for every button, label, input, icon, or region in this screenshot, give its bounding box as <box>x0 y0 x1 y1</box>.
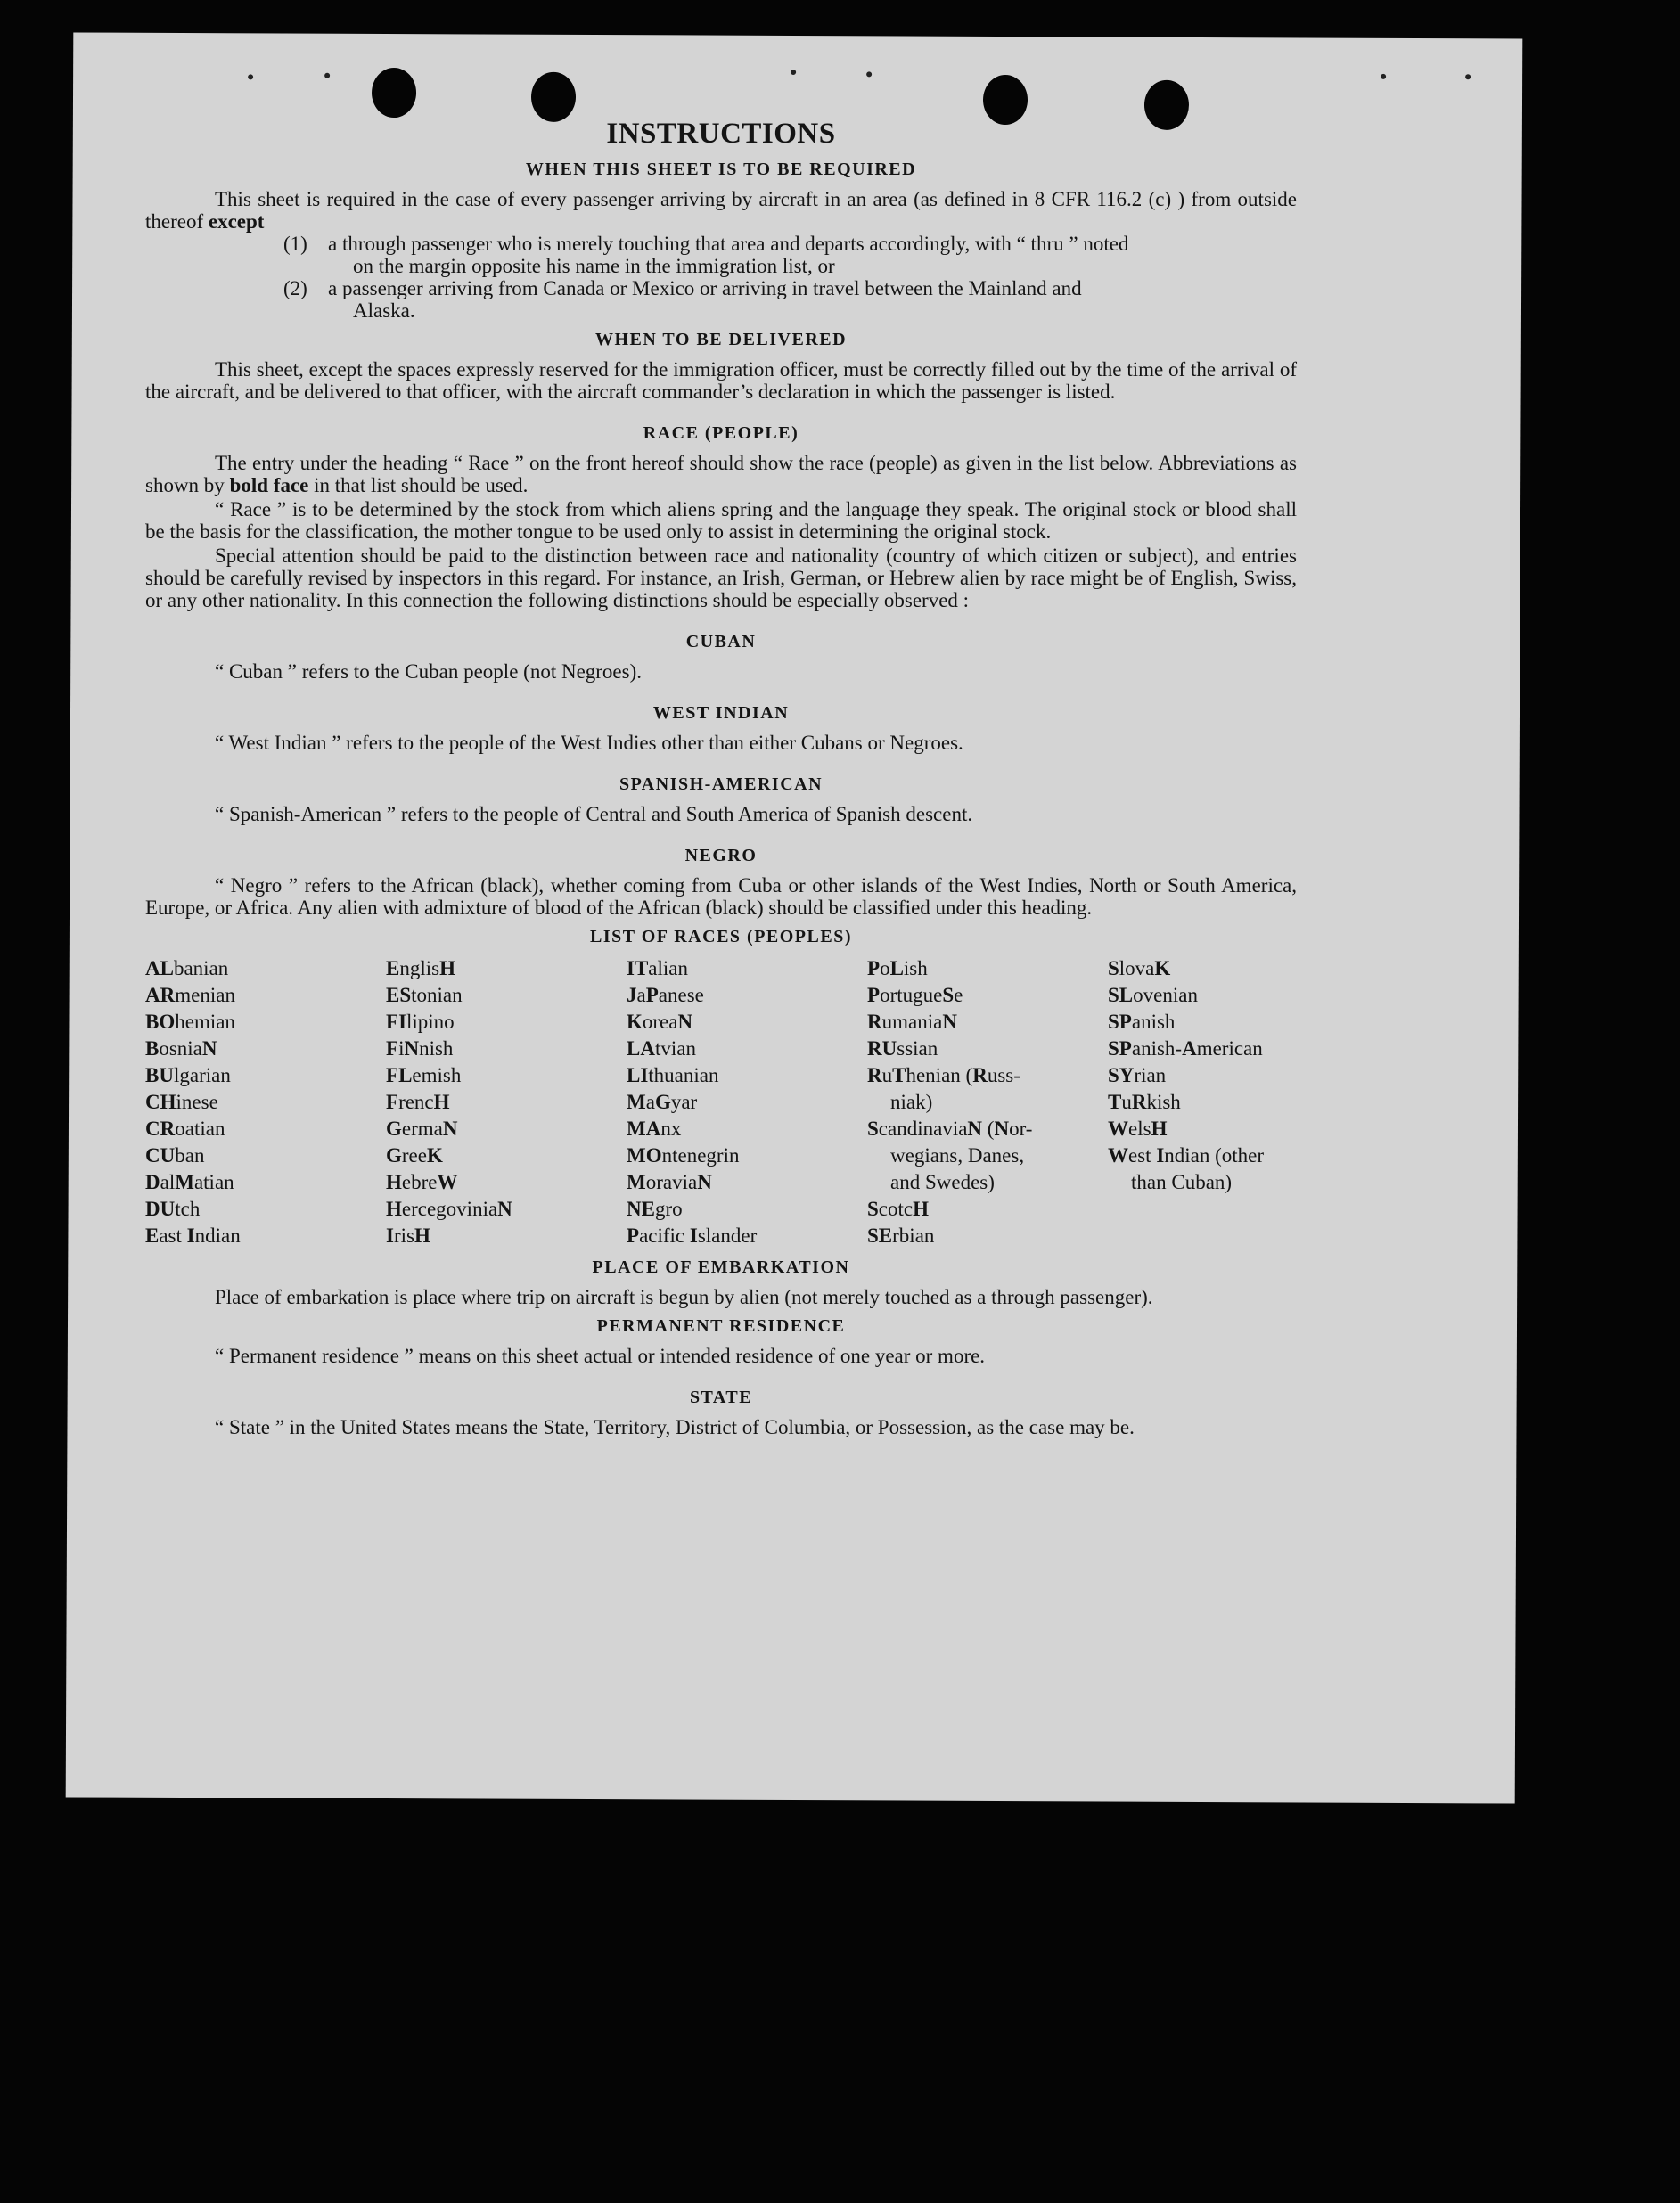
paragraph: “ Permanent residence ” means on this sheet actual or intended residence of one year or more. <box>215 1345 986 1367</box>
speck <box>324 73 330 78</box>
race-entry: ALbanian <box>145 957 229 979</box>
race-entry: East Indian <box>145 1224 241 1247</box>
race-entry: SPanish <box>1108 1011 1176 1033</box>
punch-hole <box>531 72 576 122</box>
race-entry: DUtch <box>145 1198 201 1220</box>
race-entry: ScotcH <box>867 1198 929 1220</box>
race-entry: MAnx <box>627 1118 682 1140</box>
race-entry: NEgro <box>627 1198 683 1220</box>
race-entry: GermaN <box>386 1118 458 1140</box>
race-entry: Pacific Islander <box>627 1224 758 1247</box>
speck <box>1465 74 1471 79</box>
race-entry: FrencH <box>386 1091 450 1113</box>
race-entry: ScandinaviaN (Nor- <box>867 1118 1033 1140</box>
paragraph: The entry under the heading “ Race ” on the front hereof should show the race (people) as given in the list below. Abbreviations as shown by bold face in that list should be used. <box>145 452 1297 496</box>
race-entry: LIthuanian <box>627 1064 719 1086</box>
race-entry: RuThenian (Russ- <box>867 1064 1020 1086</box>
section-heading: NEGRO <box>684 846 758 865</box>
race-entry: DalMatian <box>145 1171 234 1193</box>
speck <box>248 74 253 79</box>
race-entry: EStonian <box>386 984 463 1006</box>
paragraph: This sheet, except the spaces expressly reserved for the immigration officer, must be correctly filled out by the time of the arrival of the aircraft, and be delivered to that officer, with the aircraft commander’s declaration in which the passenger is listed. <box>145 358 1297 403</box>
race-entry: West Indian (other <box>1108 1144 1265 1167</box>
race-entry: niak) <box>890 1091 933 1113</box>
race-entry: LAtvian <box>627 1037 696 1060</box>
race-entry: BosniaN <box>145 1037 217 1060</box>
race-entry: BUlgarian <box>145 1064 231 1086</box>
race-entry: CRoatian <box>145 1118 225 1140</box>
race-entry: RumaniaN <box>867 1011 957 1033</box>
race-entry: IrisH <box>386 1224 430 1247</box>
page-title: INSTRUCTIONS <box>606 118 836 150</box>
paragraph: “ Cuban ” refers to the Cuban people (not Negroes). <box>215 660 643 683</box>
section-heading: SPANISH-AMERICAN <box>619 774 824 794</box>
race-entry: ARmenian <box>145 984 235 1006</box>
instructions-text <box>145 116 1297 1438</box>
section-heading: RACE (PEOPLE) <box>643 423 799 443</box>
paragraph: This sheet is required in the case of every passenger arriving by aircraft in an area (as defined in 8 CFR 116.2 (c) ) from outside thereof except <box>145 188 1297 233</box>
race-entry: MaGyar <box>627 1091 698 1113</box>
race-column <box>627 955 867 1249</box>
list-item: (2) a passenger arriving from Canada or Mexico or arriving in travel between the Mainland and Alaska. <box>283 277 1082 322</box>
race-entry: than Cuban) <box>1131 1171 1233 1193</box>
race-entry: SLovenian <box>1108 984 1198 1006</box>
race-entry: FiNnish <box>386 1037 454 1060</box>
race-entry: MoraviaN <box>627 1171 712 1193</box>
section-heading: STATE <box>689 1388 753 1407</box>
race-entry: MOntenegrin <box>627 1144 740 1167</box>
race-entry: TuRkish <box>1108 1091 1181 1113</box>
race-entry: WelsH <box>1108 1118 1168 1140</box>
paragraph: “ Race ” is to be determined by the stock from which aliens spring and the language they speak. The original stock or blood shall be the basis for the classification, the mother tongue to be used only to assist in determining the original stock. <box>145 498 1297 543</box>
paragraph: “ Negro ” refers to the African (black), whether coming from Cuba or other islands of the West Indies, North or South America, Europe, or Africa. Any alien with admixture of blood of the African (black) should be classified under this heading. <box>145 874 1297 919</box>
section-heading: PERMANENT RESIDENCE <box>596 1316 846 1336</box>
section-heading: PLACE OF EMBARKATION <box>592 1257 850 1277</box>
race-entry: JaPanese <box>627 984 704 1006</box>
race-list <box>145 955 1297 1249</box>
section-heading: WHEN THIS SHEET IS TO BE REQUIRED <box>525 160 917 179</box>
race-entry: CUban <box>145 1144 205 1167</box>
race-entry: HercegoviniaN <box>386 1198 512 1220</box>
race-column <box>867 955 1108 1249</box>
list-item: (1) a through passenger who is merely touching that area and departs accordingly, with “ thru ” noted on the margin opposite his name in the immigration list, or <box>283 233 1129 277</box>
punch-hole <box>372 68 416 118</box>
paragraph: Special attention should be paid to the distinction between race and nationality (country of which citizen or subject), and entries should be carefully revised by inspectors in this regard. For instance, an Irish, German, or Hebrew alien by race might be of English, Swiss, or any other nationality. In this connection the following distinctions should be especially observed : <box>145 545 1297 611</box>
race-entry: wegians, Danes, <box>890 1144 1025 1167</box>
race-entry: FLemish <box>386 1064 462 1086</box>
race-entry: PoLish <box>867 957 928 979</box>
paragraph: Place of embarkation is place where trip on aircraft is begun by alien (not merely touched as a through passenger). <box>215 1286 1153 1308</box>
race-entry: SErbian <box>867 1224 935 1247</box>
race-column <box>145 955 386 1249</box>
race-entry: SYrian <box>1108 1064 1167 1086</box>
speck <box>1381 74 1386 79</box>
race-column <box>386 955 627 1249</box>
race-entry: SlovaK <box>1108 957 1171 979</box>
paragraph: “ West Indian ” refers to the people of the West Indies other than either Cubans or Negroes. <box>215 732 963 754</box>
race-column <box>1108 955 1348 1249</box>
section-heading: LIST OF RACES (PEOPLES) <box>589 927 852 946</box>
speck <box>866 71 872 77</box>
section-heading: WHEN TO BE DELIVERED <box>594 330 848 349</box>
section-heading: WEST INDIAN <box>652 703 790 723</box>
race-entry: PortugueSe <box>867 984 963 1006</box>
paragraph: “ Spanish-American ” refers to the people of Central and South America of Spanish descent. <box>215 803 973 825</box>
race-entry: BOhemian <box>145 1011 235 1033</box>
section-heading: CUBAN <box>685 632 757 651</box>
race-entry: FIlipino <box>386 1011 455 1033</box>
race-entry: HebreW <box>386 1171 458 1193</box>
race-entry: KoreaN <box>627 1011 693 1033</box>
paragraph: “ State ” in the United States means the State, Territory, District of Columbia, or Possession, as the case may be. <box>215 1416 1135 1438</box>
race-entry: GreeK <box>386 1144 443 1167</box>
race-entry: ITalian <box>627 957 688 979</box>
race-entry: EnglisH <box>386 957 455 979</box>
race-entry: and Swedes) <box>890 1171 995 1193</box>
race-entry: CHinese <box>145 1091 218 1113</box>
race-entry: SPanish-American <box>1108 1037 1263 1060</box>
race-entry: RUssian <box>867 1037 938 1060</box>
speck <box>791 70 796 75</box>
